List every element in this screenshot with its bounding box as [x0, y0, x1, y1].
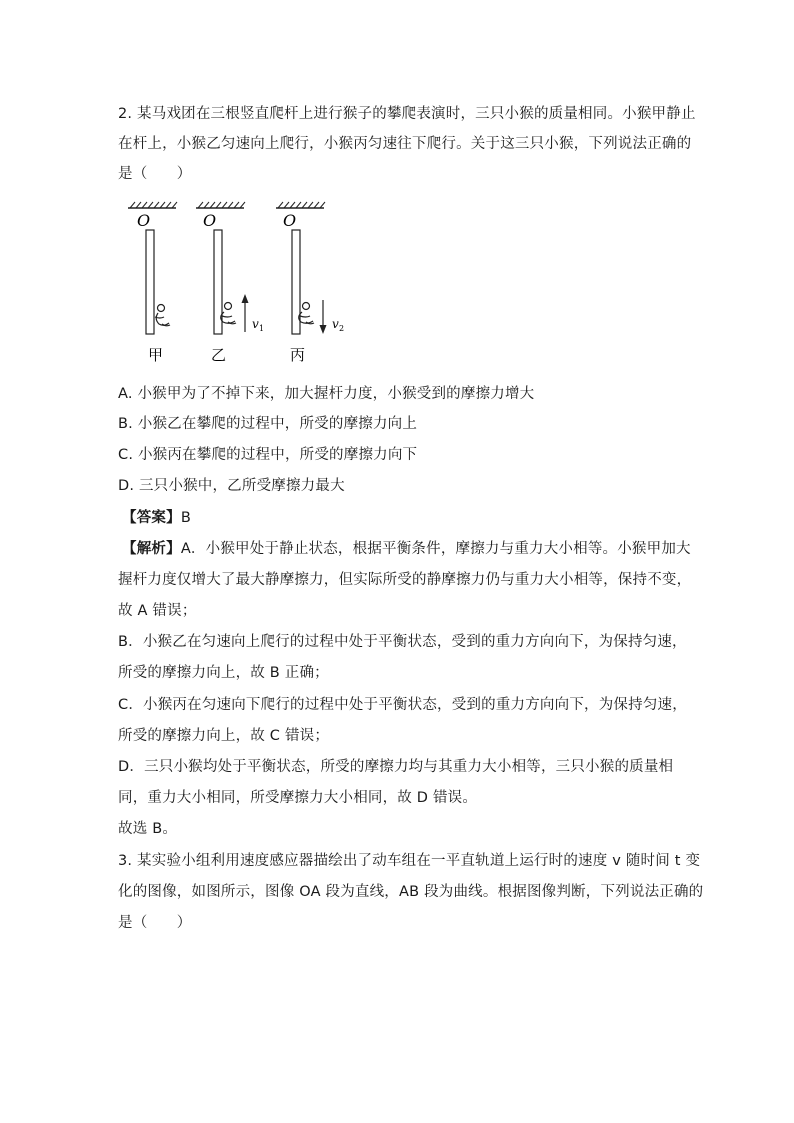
question-3-stem-line-2: 化的图像，如图所示，图像 OA 段为直线，AB 段为曲线。根据图像判断，下列说法正确的: [118, 884, 704, 900]
analysis-line-9: 同，重力大小相同，所受摩擦力大小相同，故 D 错误。: [118, 790, 478, 806]
monkeys-on-poles-figure: [118, 196, 358, 368]
option-b: B. 小猴乙在攀爬的过程中，所受的摩擦力向上: [118, 416, 418, 432]
analysis-line-8: D．三只小猴均处于平衡状态，所受的摩擦力均与其重力大小相等，三只小猴的质量相: [118, 759, 674, 775]
analysis-line-3: 故 A 错误；: [118, 603, 197, 619]
analysis-line-1: [122, 539, 691, 559]
pivot-label-bing: O: [283, 211, 297, 230]
analysis-line-5: 所受的摩擦力向上，故 B 正确；: [118, 665, 329, 681]
option-a: A. 小猴甲为了不掉下来，加大握杆力度，小猴受到的摩擦力增大: [118, 386, 535, 402]
question-2-stem-line-3: 是（ ）: [118, 166, 192, 182]
pole-bing: [276, 202, 344, 364]
pivot-label-yi: O: [203, 211, 217, 230]
answer-value: B: [180, 510, 191, 526]
caption-yi: 乙: [211, 346, 227, 364]
question-3-stem-line-3: 是（ ）: [118, 915, 192, 931]
velocity-v1-label: v: [252, 317, 259, 331]
answer-line: [122, 508, 191, 528]
velocity-v1-subscript: 1: [259, 324, 265, 333]
analysis-line-2: 握杆力度仅增大了最大静摩擦力，但实际所受的静摩擦力仍与重力大小相等，保持不变，: [118, 572, 692, 588]
arrow-down-icon: [320, 300, 327, 334]
caption-bing: 丙: [290, 346, 306, 364]
analysis-line-6: C．小猴丙在匀速向下爬行的过程中处于平衡状态，受到的重力方向向下，为保持匀速，: [118, 697, 687, 713]
analysis-line-7: 所受的摩擦力向上，故 C 错误；: [118, 728, 330, 744]
answer-label: 【答案】: [122, 510, 181, 526]
question-2-stem-line-2: 在杆上，小猴乙匀速向上爬行，小猴丙匀速往下爬行。关于这三只小猴，下列说法正确的: [118, 136, 692, 152]
pole-jia: [128, 202, 177, 364]
question-2-stem-line-1: 2. 某马戏团在三根竖直爬杆上进行猴子的攀爬表演时，三只小猴的质量相同。小猴甲静止: [118, 106, 696, 122]
monkey-yi-icon: [221, 303, 236, 324]
question-3-stem-line-1: 3. 某实验小组利用速度感应器描绘出了动车组在一平直轨道上运行时的速度 v 随时间 t 变: [118, 853, 701, 869]
arrow-up-icon: [242, 294, 249, 332]
option-c: C. 小猴丙在攀爬的过程中，所受的摩擦力向下: [118, 447, 418, 463]
velocity-v2-label: v: [332, 317, 339, 331]
pivot-label-jia: O: [137, 211, 151, 230]
analysis-line-4: B．小猴乙在匀速向上爬行的过程中处于平衡状态，受到的重力方向向下，为保持匀速，: [118, 634, 687, 650]
velocity-v2-subscript: 2: [339, 324, 345, 333]
caption-jia: 甲: [148, 346, 164, 364]
analysis-label: 【解析】: [122, 541, 181, 557]
monkey-jia-icon: [155, 305, 170, 326]
analysis-first-text: A．小猴甲处于静止状态，根据平衡条件，摩擦力与重力大小相等。小猴甲加大: [180, 541, 691, 557]
pole-yi: [196, 202, 264, 364]
option-d: D. 三只小猴中，乙所受摩擦力最大: [118, 478, 345, 494]
analysis-line-10: 故选 B。: [118, 821, 178, 837]
monkey-bing-icon: [299, 303, 314, 324]
